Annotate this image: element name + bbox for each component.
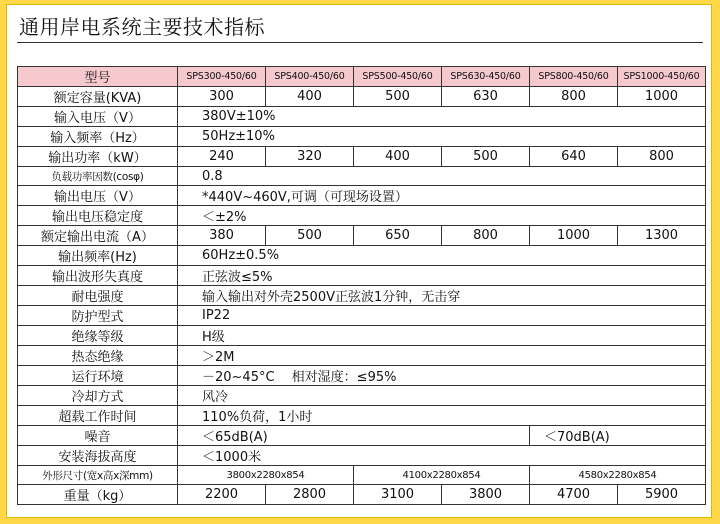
model-cell: SPS1000-450/60 (618, 67, 706, 87)
value-cell: 4580x2280x854 (530, 466, 706, 485)
value-cell: 0.8 (178, 167, 706, 186)
row-label: 额定输出电流（A） (18, 226, 178, 246)
value-cell: 500 (442, 147, 530, 167)
value-cell: 正弦波≤5% (178, 266, 706, 286)
value-cell: 110%负荷，1小时 (178, 406, 706, 426)
model-cell: SPS300-450/60 (178, 67, 266, 87)
value-cell: 3100 (354, 485, 442, 505)
row-label: 热态绝缘 (18, 346, 178, 366)
value-cell: ＞2M (178, 346, 706, 366)
value-cell: 320 (266, 147, 354, 167)
table-row (18, 386, 706, 406)
row-label: 外形尺寸(宽x高x深mm) (18, 466, 178, 485)
value-cell: 800 (618, 147, 706, 167)
row-label: 重量（kg） (18, 485, 178, 505)
value-cell: 500 (354, 87, 442, 107)
table-row (18, 107, 706, 127)
model-cell: SPS500-450/60 (354, 67, 442, 87)
model-cell: SPS400-450/60 (266, 67, 354, 87)
value-cell: ＜±2% (178, 206, 706, 226)
value-cell: 2200 (178, 485, 266, 505)
table-row (18, 226, 706, 246)
row-label: 运行环境 (18, 366, 178, 386)
table-row (18, 406, 706, 426)
table-row (18, 326, 706, 346)
table-row (18, 87, 706, 107)
table-row (18, 485, 706, 505)
table-row (18, 266, 706, 286)
value-cell: 650 (354, 226, 442, 246)
table-row (18, 246, 706, 266)
value-cell: 380V±10% (178, 107, 706, 127)
row-label: 输出功率（kW） (18, 147, 178, 167)
table-row (18, 147, 706, 167)
value-cell: 400 (266, 87, 354, 107)
value-cell: 输入输出对外壳2500V正弦波1分钟，无击穿 (178, 286, 706, 306)
row-label: 输出波形失真度 (18, 266, 178, 286)
spec-table (17, 66, 706, 505)
value-cell: 630 (442, 87, 530, 107)
table-row (18, 426, 706, 446)
table-row (18, 366, 706, 386)
row-label: 冷却方式 (18, 386, 178, 406)
table-row (18, 466, 706, 485)
row-label: 耐电强度 (18, 286, 178, 306)
table-row (18, 306, 706, 326)
value-cell: H级 (178, 326, 706, 346)
row-label: 噪音 (18, 426, 178, 446)
value-cell: 4100x2280x854 (354, 466, 530, 485)
row-label: 防护型式 (18, 306, 178, 326)
header-label: 型号 (18, 67, 178, 87)
value-cell: 5900 (618, 485, 706, 505)
model-cell: SPS630-450/60 (442, 67, 530, 87)
table-row (18, 167, 706, 186)
value-cell: IP22 (178, 306, 706, 326)
value-cell: 800 (530, 87, 618, 107)
value-cell: 1300 (618, 226, 706, 246)
table-row (18, 186, 706, 206)
value-cell: 60Hz±0.5% (178, 246, 706, 266)
row-label: 负载功率因数(cosφ) (18, 167, 178, 186)
table-header-row (18, 67, 706, 87)
title-divider (17, 42, 703, 43)
row-label: 输出电压（V） (18, 186, 178, 206)
page-title: 通用岸电系统主要技术指标 (19, 15, 265, 39)
table-row (18, 346, 706, 366)
value-cell: 4700 (530, 485, 618, 505)
row-label: 输出频率(Hz) (18, 246, 178, 266)
value-cell: 2800 (266, 485, 354, 505)
spec-sheet-frame (6, 4, 712, 518)
row-label: 输入电压（V） (18, 107, 178, 127)
value-cell: 3800 (442, 485, 530, 505)
row-label: 输入频率（Hz） (18, 127, 178, 147)
value-cell: －20~45°C 相对湿度：≤95% (178, 366, 706, 386)
value-cell: ＜1000米 (178, 446, 706, 466)
row-label: 超载工作时间 (18, 406, 178, 426)
value-cell: 800 (442, 226, 530, 246)
value-cell: 640 (530, 147, 618, 167)
value-cell: 1000 (618, 87, 706, 107)
value-cell: 400 (354, 147, 442, 167)
value-cell: ＜65dB(A) (178, 426, 530, 446)
table-row (18, 206, 706, 226)
row-label: 额定容量(KVA) (18, 87, 178, 107)
value-cell: 50Hz±10% (178, 127, 706, 147)
value-cell: 风冷 (178, 386, 706, 406)
value-cell: 300 (178, 87, 266, 107)
table-row (18, 127, 706, 147)
model-cell: SPS800-450/60 (530, 67, 618, 87)
table-row (18, 286, 706, 306)
row-label: 安装海拔高度 (18, 446, 178, 466)
row-label: 绝缘等级 (18, 326, 178, 346)
value-cell: 3800x2280x854 (178, 466, 354, 485)
value-cell: 380 (178, 226, 266, 246)
row-label: 输出电压稳定度 (18, 206, 178, 226)
value-cell: 1000 (530, 226, 618, 246)
value-cell: 500 (266, 226, 354, 246)
value-cell: *440V~460V,可调（可现场设置） (178, 186, 706, 206)
value-cell: ＜70dB(A) (530, 426, 706, 446)
table-row (18, 446, 706, 466)
value-cell: 240 (178, 147, 266, 167)
